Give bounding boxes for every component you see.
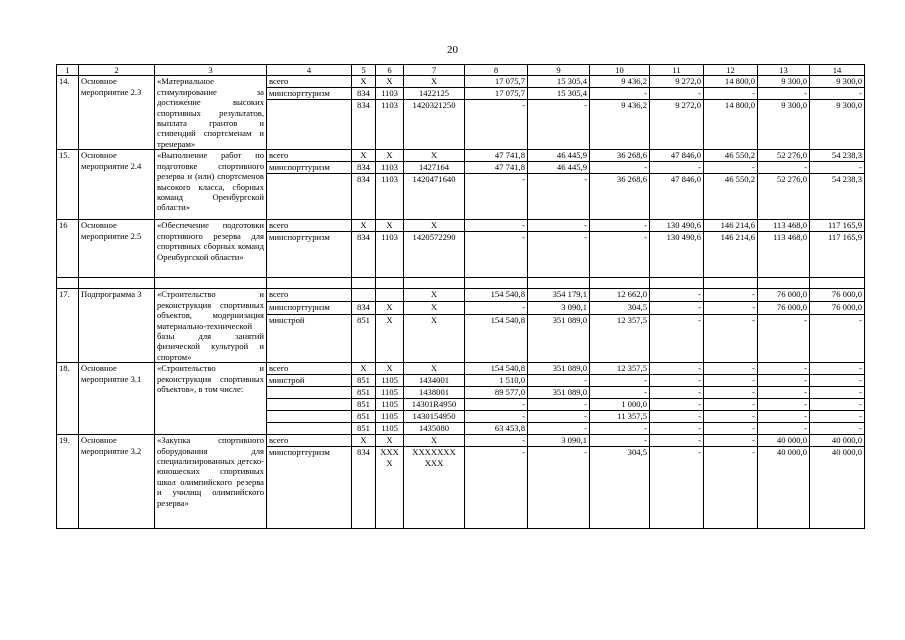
value-cell-v12: - bbox=[704, 411, 758, 423]
value-cell-v8: 1 510,0 bbox=[465, 375, 528, 387]
code-cell-c5: 834 bbox=[352, 88, 376, 100]
value-cell-v10: 1 000,0 bbox=[590, 399, 650, 411]
column-header: 14 bbox=[810, 65, 865, 76]
value-cell-v9: - bbox=[528, 423, 590, 435]
code-cell-c7: Х bbox=[404, 150, 465, 162]
code-cell-c6: Х bbox=[376, 76, 404, 88]
column-header: 9 bbox=[528, 65, 590, 76]
value-cell-v13: 9 300,0 bbox=[758, 76, 810, 88]
value-cell-v13: 40 000,0 bbox=[758, 435, 810, 447]
executor-cell: минспорттуризм bbox=[267, 162, 352, 174]
value-cell-v14: - bbox=[810, 423, 865, 435]
code-cell-c5: Х bbox=[352, 150, 376, 162]
code-cell-c6: 1105 bbox=[376, 399, 404, 411]
value-cell-v8: - bbox=[465, 232, 528, 278]
code-cell-c5 bbox=[352, 289, 376, 302]
code-cell-c5: Х bbox=[352, 220, 376, 232]
column-header: 10 bbox=[590, 65, 650, 76]
value-cell-v9: 15 305,4 bbox=[528, 76, 590, 88]
value-cell-v11: - bbox=[650, 387, 704, 399]
value-cell-v14: - bbox=[810, 162, 865, 174]
value-cell-v11: - bbox=[650, 88, 704, 100]
value-cell-v11: 47 846,0 bbox=[650, 150, 704, 162]
code-cell-c7: ХХХХХХХ ХХХ bbox=[404, 447, 465, 529]
row-number: 15. bbox=[57, 150, 79, 220]
value-cell-v9: 3 090,1 bbox=[528, 435, 590, 447]
spacer-cell bbox=[465, 278, 528, 289]
value-cell-v13: - bbox=[758, 88, 810, 100]
executor-cell bbox=[267, 387, 352, 399]
executor-cell: всего bbox=[267, 150, 352, 162]
spacer-cell bbox=[352, 278, 376, 289]
value-cell-v8: 47 741,8 bbox=[465, 162, 528, 174]
value-cell-v14: - bbox=[810, 88, 865, 100]
code-cell-c6: 1103 bbox=[376, 162, 404, 174]
value-cell-v8: - bbox=[465, 435, 528, 447]
value-cell-v13: 40 000,0 bbox=[758, 447, 810, 529]
value-cell-v9: - bbox=[528, 375, 590, 387]
executor-cell bbox=[267, 174, 352, 220]
value-cell-v12: 146 214,6 bbox=[704, 220, 758, 232]
value-cell-v13: 52 276,0 bbox=[758, 150, 810, 162]
value-cell-v13: 76 000,0 bbox=[758, 289, 810, 302]
table-row bbox=[57, 150, 865, 162]
row-name: Основное мероприятие 3.2 bbox=[79, 435, 155, 529]
value-cell-v10: - bbox=[590, 435, 650, 447]
value-cell-v13: - bbox=[758, 363, 810, 375]
value-cell-v10: 36 268,6 bbox=[590, 174, 650, 220]
value-cell-v13: - bbox=[758, 314, 810, 363]
value-cell-v8: - bbox=[465, 100, 528, 150]
code-cell-c7: 1430154950 bbox=[404, 411, 465, 423]
spacer-cell bbox=[650, 278, 704, 289]
code-cell-c6: 1103 bbox=[376, 232, 404, 278]
value-cell-v14: - bbox=[810, 411, 865, 423]
value-cell-v13: - bbox=[758, 162, 810, 174]
row-description: «Обеспечение подготовки спортивного резерва для спортивных сборных команд Оренбургской области» bbox=[155, 220, 267, 278]
column-header: 1 bbox=[57, 65, 79, 76]
row-name: Подпрограмма 3 bbox=[79, 289, 155, 363]
executor-cell: всего bbox=[267, 220, 352, 232]
value-cell-v13: 113 468,0 bbox=[758, 232, 810, 278]
executor-cell: всего bbox=[267, 363, 352, 375]
value-cell-v8: 154 540,8 bbox=[465, 363, 528, 375]
value-cell-v10: - bbox=[590, 375, 650, 387]
table-row bbox=[57, 76, 865, 88]
value-cell-v11: - bbox=[650, 447, 704, 529]
value-cell-v12: 14 800,0 bbox=[704, 100, 758, 150]
value-cell-v8: - bbox=[465, 302, 528, 315]
column-header: 3 bbox=[155, 65, 267, 76]
spacer-cell bbox=[79, 278, 155, 289]
header-row bbox=[57, 65, 865, 76]
value-cell-v10: - bbox=[590, 162, 650, 174]
executor-cell: всего bbox=[267, 435, 352, 447]
page-number: 20 bbox=[447, 44, 458, 56]
value-cell-v10: - bbox=[590, 220, 650, 232]
spacer-cell bbox=[704, 278, 758, 289]
code-cell-c7: 1438001 bbox=[404, 387, 465, 399]
executor-cell: минспорттуризм bbox=[267, 302, 352, 315]
row-number: 19. bbox=[57, 435, 79, 529]
value-cell-v14: 76 000,0 bbox=[810, 289, 865, 302]
code-cell-c6: Х bbox=[376, 314, 404, 363]
value-cell-v9: - bbox=[528, 411, 590, 423]
value-cell-v9: 3 090,1 bbox=[528, 302, 590, 315]
value-cell-v9: - bbox=[528, 100, 590, 150]
code-cell-c7: Х bbox=[404, 289, 465, 302]
code-cell-c5: Х bbox=[352, 76, 376, 88]
value-cell-v11: 9 272,0 bbox=[650, 76, 704, 88]
executor-cell bbox=[267, 100, 352, 150]
code-cell-c5: 851 bbox=[352, 423, 376, 435]
code-cell-c5: 834 bbox=[352, 162, 376, 174]
code-cell-c7: Х bbox=[404, 435, 465, 447]
value-cell-v13: - bbox=[758, 399, 810, 411]
value-cell-v8: 154 540,8 bbox=[465, 314, 528, 363]
value-cell-v14: - bbox=[810, 363, 865, 375]
row-description: «Закупка спортивного оборудования для специализированных детско-юношеских спортивных школ олимпийского резерва и училищ олимпийского резерва» bbox=[155, 435, 267, 529]
value-cell-v11: - bbox=[650, 289, 704, 302]
value-cell-v11: - bbox=[650, 314, 704, 363]
code-cell-c7: 1420572290 bbox=[404, 232, 465, 278]
code-cell-c7: 1420471640 bbox=[404, 174, 465, 220]
code-cell-c6: 1105 bbox=[376, 423, 404, 435]
code-cell-c6: ХХХ Х bbox=[376, 447, 404, 529]
executor-cell bbox=[267, 399, 352, 411]
value-cell-v12: - bbox=[704, 435, 758, 447]
value-cell-v10: - bbox=[590, 88, 650, 100]
spacer-cell bbox=[758, 278, 810, 289]
table-row bbox=[57, 435, 865, 447]
value-cell-v8: 17 075,7 bbox=[465, 88, 528, 100]
value-cell-v10: 36 268,6 bbox=[590, 150, 650, 162]
row-description: «Строительство и реконструкция спортивных объектов, модернизация материально-технической базы для занятий физической культурой и спортом» bbox=[155, 289, 267, 363]
executor-cell: минспорттуризм bbox=[267, 447, 352, 529]
value-cell-v10: 304,5 bbox=[590, 302, 650, 315]
value-cell-v9: - bbox=[528, 399, 590, 411]
table-row bbox=[57, 363, 865, 375]
spacer-cell bbox=[590, 278, 650, 289]
value-cell-v9: 46 445,9 bbox=[528, 162, 590, 174]
code-cell-c5: Х bbox=[352, 363, 376, 375]
value-cell-v13: 52 276,0 bbox=[758, 174, 810, 220]
code-cell-c5: Х bbox=[352, 435, 376, 447]
code-cell-c7: 1434001 bbox=[404, 375, 465, 387]
code-cell-c5: 851 bbox=[352, 387, 376, 399]
spacer-cell bbox=[810, 278, 865, 289]
value-cell-v12: - bbox=[704, 447, 758, 529]
value-cell-v8: 47 741,8 bbox=[465, 150, 528, 162]
value-cell-v10: 11 357,5 bbox=[590, 411, 650, 423]
value-cell-v9: - bbox=[528, 447, 590, 529]
value-cell-v13: 9 300,0 bbox=[758, 100, 810, 150]
code-cell-c6: Х bbox=[376, 363, 404, 375]
budget-table bbox=[56, 64, 865, 529]
value-cell-v12: 146 214,6 bbox=[704, 232, 758, 278]
code-cell-c6: 1103 bbox=[376, 88, 404, 100]
code-cell-c7: Х bbox=[404, 363, 465, 375]
value-cell-v10: - bbox=[590, 232, 650, 278]
value-cell-v8: 154 540,8 bbox=[465, 289, 528, 302]
value-cell-v12: - bbox=[704, 375, 758, 387]
value-cell-v10: 9 436,2 bbox=[590, 100, 650, 150]
spacer-cell bbox=[57, 278, 79, 289]
row-number: 14. bbox=[57, 76, 79, 150]
value-cell-v14: 54 238,3 bbox=[810, 150, 865, 162]
row-name: Основное мероприятие 2.5 bbox=[79, 220, 155, 278]
table-row bbox=[57, 289, 865, 302]
column-header: 2 bbox=[79, 65, 155, 76]
code-cell-c5: 851 bbox=[352, 411, 376, 423]
code-cell-c7: Х bbox=[404, 302, 465, 315]
value-cell-v11: - bbox=[650, 435, 704, 447]
value-cell-v12: 46 550,2 bbox=[704, 174, 758, 220]
code-cell-c7: 1420321250 bbox=[404, 100, 465, 150]
value-cell-v12: - bbox=[704, 423, 758, 435]
spacer-cell bbox=[528, 278, 590, 289]
row-description: «Материальное стимулирование за достижение высоких спортивных результатов, выплата грантов и стипендий спортсменам и тренерам» bbox=[155, 76, 267, 150]
value-cell-v8: - bbox=[465, 447, 528, 529]
value-cell-v14: 40 000,0 bbox=[810, 435, 865, 447]
value-cell-v9: - bbox=[528, 232, 590, 278]
value-cell-v11: - bbox=[650, 411, 704, 423]
code-cell-c5: 851 bbox=[352, 399, 376, 411]
value-cell-v11: 47 846,0 bbox=[650, 174, 704, 220]
code-cell-c7: Х bbox=[404, 220, 465, 232]
column-header: 8 bbox=[465, 65, 528, 76]
value-cell-v12: 46 550,2 bbox=[704, 150, 758, 162]
code-cell-c6: 1105 bbox=[376, 387, 404, 399]
code-cell-c7: 14301R4950 bbox=[404, 399, 465, 411]
code-cell-c5: 834 bbox=[352, 100, 376, 150]
value-cell-v8: - bbox=[465, 399, 528, 411]
value-cell-v11: - bbox=[650, 162, 704, 174]
executor-cell: минстрой bbox=[267, 314, 352, 363]
value-cell-v14: - bbox=[810, 387, 865, 399]
column-header: 5 bbox=[352, 65, 376, 76]
value-cell-v8: - bbox=[465, 411, 528, 423]
value-cell-v9: - bbox=[528, 220, 590, 232]
value-cell-v9: - bbox=[528, 174, 590, 220]
value-cell-v9: 46 445,9 bbox=[528, 150, 590, 162]
code-cell-c7: 1422125 bbox=[404, 88, 465, 100]
value-cell-v12: - bbox=[704, 387, 758, 399]
value-cell-v14: 9 300,0 bbox=[810, 76, 865, 88]
column-header: 7 bbox=[404, 65, 465, 76]
value-cell-v14: - bbox=[810, 314, 865, 363]
code-cell-c6: Х bbox=[376, 435, 404, 447]
value-cell-v13: - bbox=[758, 387, 810, 399]
code-cell-c5: 834 bbox=[352, 174, 376, 220]
table-row bbox=[57, 220, 865, 232]
value-cell-v11: 9 272,0 bbox=[650, 100, 704, 150]
value-cell-v12: - bbox=[704, 302, 758, 315]
value-cell-v8: - bbox=[465, 174, 528, 220]
spacer-row bbox=[57, 278, 865, 289]
executor-cell: минстрой bbox=[267, 375, 352, 387]
value-cell-v10: 12 357,5 bbox=[590, 314, 650, 363]
code-cell-c5: 834 bbox=[352, 302, 376, 315]
value-cell-v8: 17 075,7 bbox=[465, 76, 528, 88]
executor-cell: минспорттуризм bbox=[267, 232, 352, 278]
value-cell-v10: - bbox=[590, 423, 650, 435]
value-cell-v11: 130 490,6 bbox=[650, 232, 704, 278]
value-cell-v14: 117 165,9 bbox=[810, 220, 865, 232]
value-cell-v13: - bbox=[758, 423, 810, 435]
code-cell-c7: 1427164 bbox=[404, 162, 465, 174]
code-cell-c7: Х bbox=[404, 76, 465, 88]
code-cell-c5: 834 bbox=[352, 447, 376, 529]
code-cell-c6: Х bbox=[376, 150, 404, 162]
value-cell-v12: - bbox=[704, 363, 758, 375]
value-cell-v11: - bbox=[650, 423, 704, 435]
code-cell-c6: 1103 bbox=[376, 174, 404, 220]
value-cell-v9: 15 305,4 bbox=[528, 88, 590, 100]
row-description: «Строительство и реконструкция спортивных объектов», в том числе: bbox=[155, 363, 267, 435]
executor-cell: всего bbox=[267, 76, 352, 88]
value-cell-v11: - bbox=[650, 302, 704, 315]
row-number: 18. bbox=[57, 363, 79, 435]
value-cell-v14: 54 238,3 bbox=[810, 174, 865, 220]
column-header: 13 bbox=[758, 65, 810, 76]
value-cell-v14: - bbox=[810, 375, 865, 387]
value-cell-v10: 304,5 bbox=[590, 447, 650, 529]
executor-cell bbox=[267, 423, 352, 435]
code-cell-c6: 1105 bbox=[376, 411, 404, 423]
value-cell-v8: - bbox=[465, 220, 528, 232]
value-cell-v14: 9 300,0 bbox=[810, 100, 865, 150]
value-cell-v8: 89 577,0 bbox=[465, 387, 528, 399]
value-cell-v13: - bbox=[758, 375, 810, 387]
code-cell-c6 bbox=[376, 289, 404, 302]
spacer-cell bbox=[376, 278, 404, 289]
value-cell-v11: - bbox=[650, 399, 704, 411]
value-cell-v11: - bbox=[650, 363, 704, 375]
code-cell-c6: 1103 bbox=[376, 100, 404, 150]
code-cell-c7: 1435080 bbox=[404, 423, 465, 435]
column-header: 4 bbox=[267, 65, 352, 76]
column-header: 11 bbox=[650, 65, 704, 76]
value-cell-v10: - bbox=[590, 387, 650, 399]
row-number: 16 bbox=[57, 220, 79, 278]
code-cell-c6: Х bbox=[376, 220, 404, 232]
value-cell-v14: 117 165,9 bbox=[810, 232, 865, 278]
spacer-cell bbox=[155, 278, 267, 289]
value-cell-v13: 76 000,0 bbox=[758, 302, 810, 315]
value-cell-v8: 63 453,8 bbox=[465, 423, 528, 435]
value-cell-v9: 354 179,1 bbox=[528, 289, 590, 302]
value-cell-v14: - bbox=[810, 399, 865, 411]
row-name: Основное мероприятие 2.4 bbox=[79, 150, 155, 220]
value-cell-v10: 12 662,0 bbox=[590, 289, 650, 302]
value-cell-v11: 130 490,6 bbox=[650, 220, 704, 232]
row-name: Основное мероприятие 3.1 bbox=[79, 363, 155, 435]
code-cell-c6: Х bbox=[376, 302, 404, 315]
code-cell-c7: Х bbox=[404, 314, 465, 363]
value-cell-v12: - bbox=[704, 314, 758, 363]
value-cell-v9: 351 089,0 bbox=[528, 387, 590, 399]
value-cell-v9: 351 089,0 bbox=[528, 363, 590, 375]
value-cell-v12: 14 800,0 bbox=[704, 76, 758, 88]
value-cell-v14: 40 000,0 bbox=[810, 447, 865, 529]
code-cell-c5: 851 bbox=[352, 375, 376, 387]
value-cell-v9: 351 089,0 bbox=[528, 314, 590, 363]
code-cell-c5: 851 bbox=[352, 314, 376, 363]
row-name: Основное мероприятие 2.3 bbox=[79, 76, 155, 150]
executor-cell: минспорттуризм bbox=[267, 88, 352, 100]
value-cell-v12: - bbox=[704, 88, 758, 100]
executor-cell: всего bbox=[267, 289, 352, 302]
value-cell-v13: - bbox=[758, 411, 810, 423]
value-cell-v10: 12 357,5 bbox=[590, 363, 650, 375]
code-cell-c6: 1105 bbox=[376, 375, 404, 387]
value-cell-v11: - bbox=[650, 375, 704, 387]
code-cell-c5: 834 bbox=[352, 232, 376, 278]
spacer-cell bbox=[404, 278, 465, 289]
column-header: 6 bbox=[376, 65, 404, 76]
value-cell-v14: 76 000,0 bbox=[810, 302, 865, 315]
row-description: «Выполнение работ по подготовке спортивного резерва и (или) спортсменов высокого класса, сборных команд Оренбургской области» bbox=[155, 150, 267, 220]
value-cell-v12: - bbox=[704, 162, 758, 174]
column-header: 12 bbox=[704, 65, 758, 76]
value-cell-v10: 9 436,2 bbox=[590, 76, 650, 88]
executor-cell bbox=[267, 411, 352, 423]
value-cell-v13: 113 468,0 bbox=[758, 220, 810, 232]
spacer-cell bbox=[267, 278, 352, 289]
value-cell-v12: - bbox=[704, 399, 758, 411]
row-number: 17. bbox=[57, 289, 79, 363]
value-cell-v12: - bbox=[704, 289, 758, 302]
